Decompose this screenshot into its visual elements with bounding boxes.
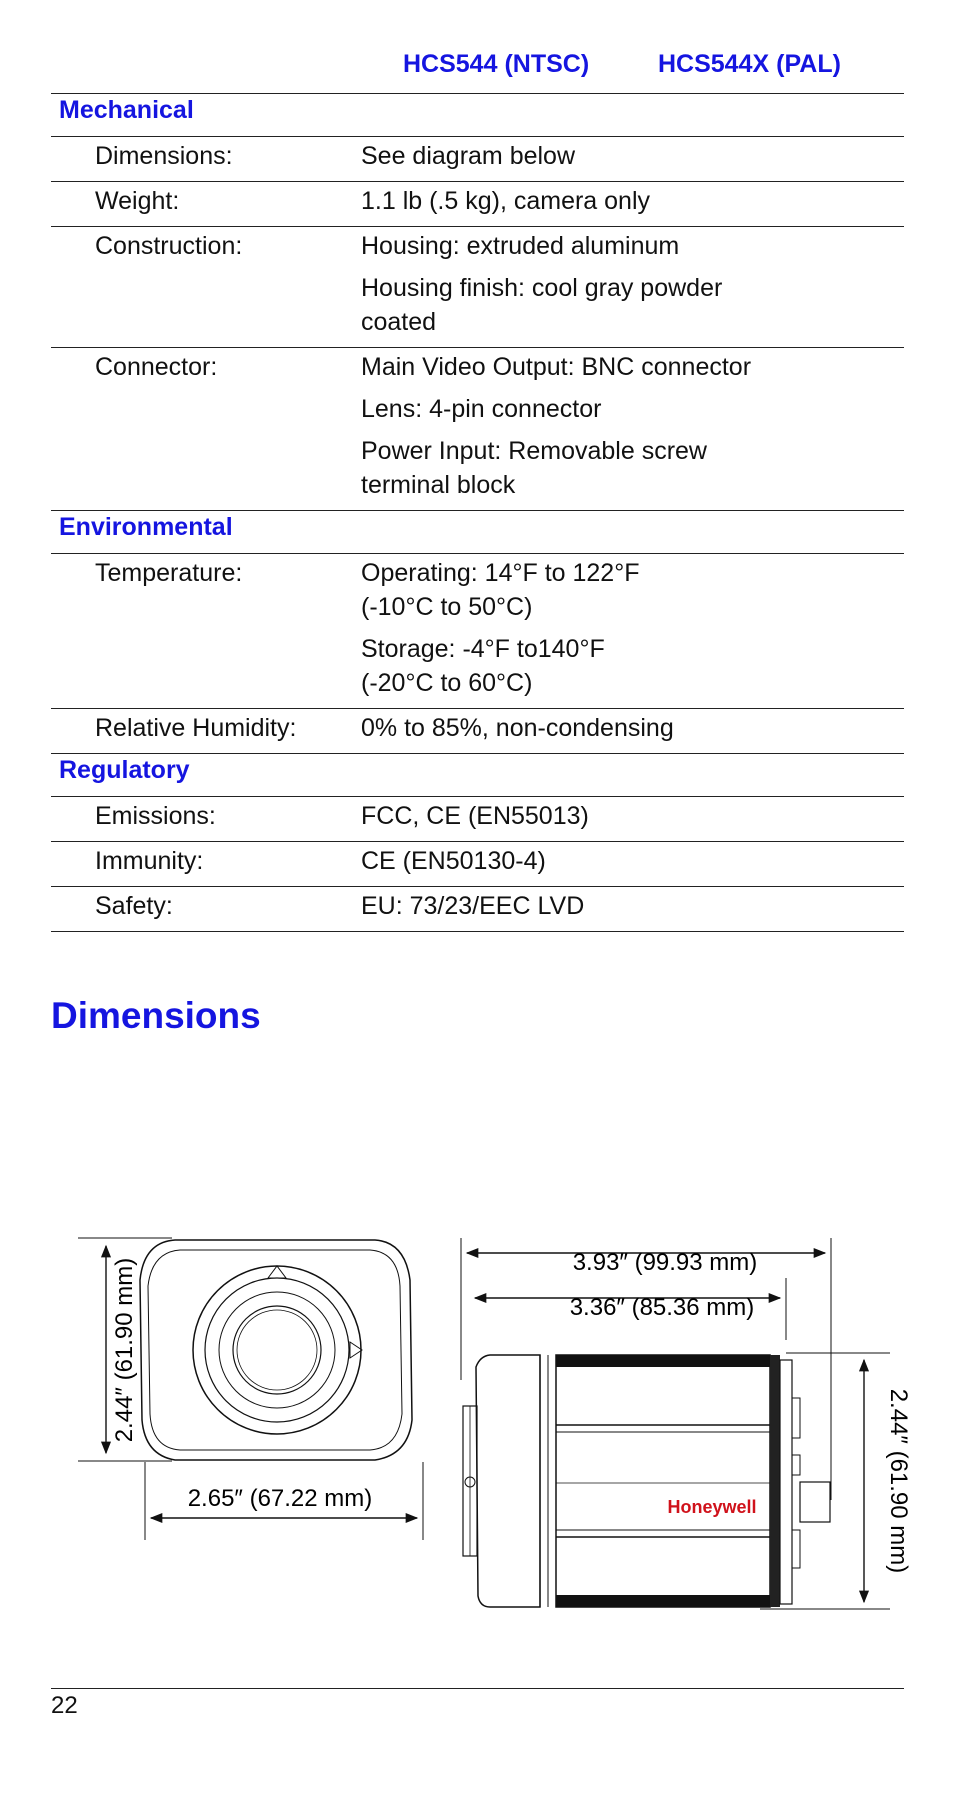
side-height-label: 2.44″ (61.90 mm)	[885, 1388, 912, 1574]
section-title: Mechanical	[59, 96, 194, 124]
spec-row	[51, 708, 904, 753]
spec-values	[361, 139, 904, 173]
column-header-pal: HCS544X (PAL)	[658, 50, 841, 78]
spec-label: Immunity:	[95, 847, 204, 875]
side-view	[461, 1238, 912, 1609]
dimensions-heading: Dimensions	[51, 995, 261, 1036]
spec-value: Housing: extruded aluminum	[361, 232, 680, 260]
section-header-mechanical	[51, 93, 904, 136]
section-header-environmental	[51, 510, 904, 553]
spec-value: CE (EN50130-4)	[361, 847, 546, 875]
spec-label: Safety:	[95, 892, 173, 920]
spec-values	[361, 556, 904, 700]
spec-label: Construction:	[95, 232, 243, 260]
spec-row	[51, 553, 904, 708]
spec-value: Main Video Output: BNC connector	[361, 353, 752, 381]
front-view	[78, 1238, 423, 1540]
spec-row	[51, 796, 904, 841]
spec-label: Connector:	[95, 353, 218, 381]
spec-row	[51, 181, 904, 226]
spec-table	[51, 93, 904, 932]
spec-values	[361, 184, 904, 218]
spec-row	[51, 347, 904, 510]
footer-rule	[51, 1688, 904, 1689]
spec-values	[361, 350, 904, 502]
spec-row	[51, 136, 904, 181]
spec-row	[51, 226, 904, 347]
spec-value: FCC, CE (EN55013)	[361, 802, 589, 830]
side-body-length-label: 3.36″ (85.36 mm)	[569, 1294, 755, 1321]
spec-row	[51, 841, 904, 886]
section-title: Regulatory	[59, 756, 190, 784]
spec-value: See diagram below	[361, 142, 576, 170]
spec-values	[361, 711, 904, 745]
spec-value: 1.1 lb (.5 kg), camera only	[361, 187, 651, 215]
spec-value: Lens: 4-pin connector	[361, 395, 602, 423]
front-width-label: 2.65″ (67.22 mm)	[187, 1485, 373, 1512]
spec-label: Weight:	[95, 187, 180, 215]
page-number: 22	[51, 1692, 78, 1719]
honeywell-logo: Honeywell	[667, 1497, 757, 1517]
front-height-label: 2.44″ (61.90 mm)	[111, 1257, 138, 1443]
spec-values	[361, 844, 904, 878]
side-total-length-label: 3.93″ (99.93 mm)	[572, 1249, 758, 1276]
table-bottom-rule	[51, 931, 904, 932]
section-header-regulatory	[51, 753, 904, 796]
spec-row	[51, 886, 904, 931]
spec-values	[361, 799, 904, 833]
spec-column-headers	[403, 50, 903, 84]
dimensions-drawing	[0, 1200, 954, 1630]
spec-value: Housing finish: cool gray powder coated	[361, 274, 723, 336]
spec-value: EU: 73/23/EEC LVD	[361, 892, 585, 920]
section-title: Environmental	[59, 513, 233, 541]
spec-label: Emissions:	[95, 802, 216, 830]
spec-value: Power Input: Removable screw terminal block	[361, 437, 707, 499]
spec-values	[361, 889, 904, 923]
spec-label: Relative Humidity:	[95, 714, 297, 742]
column-header-ntsc: HCS544 (NTSC)	[403, 50, 590, 78]
spec-values	[361, 229, 904, 339]
dimensions-diagram	[0, 1200, 954, 1630]
spec-value: Operating: 14°F to 122°F (-10°C to 50°C)	[361, 559, 640, 621]
spec-label: Dimensions:	[95, 142, 233, 170]
spec-label: Temperature:	[95, 559, 243, 587]
spec-value: Storage: -4°F to140°F (-20°C to 60°C)	[361, 635, 605, 697]
spec-value: 0% to 85%, non-condensing	[361, 714, 674, 742]
